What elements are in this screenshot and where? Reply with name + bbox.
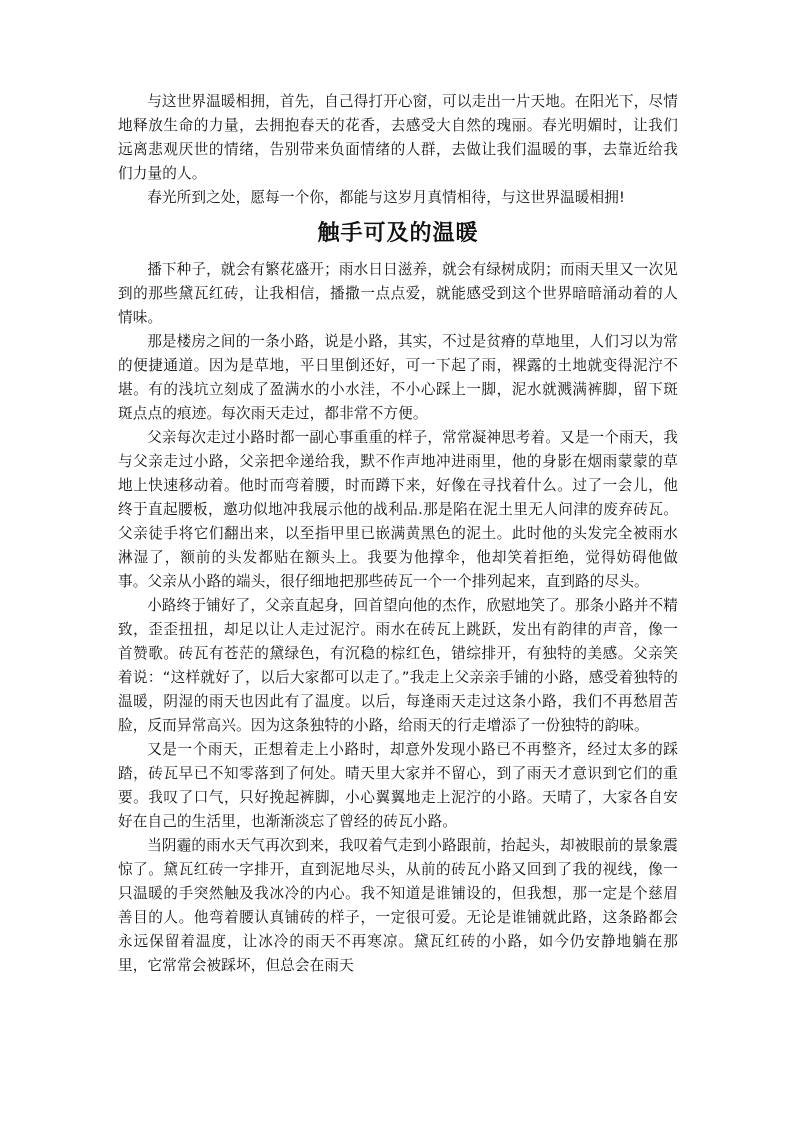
essay-paragraph-5: 又是一个雨天，正想着走上小路时，却意外发现小路已不再整齐，经过太多的踩踏，砖瓦早已不知零落到了何处。晴天里大家并不留心，到了雨天才意识到它们的重要。我叹了口气，只好挽起裤脚，小心翼翼地走上泥泞的小路。天晴了，大家各自安好在自己的生活里，也渐渐淡忘了曾经的砖瓦小路。 [118,741,678,830]
essay-paragraph-4: 小路终于铺好了，父亲直起身，回首望向他的杰作，欣慰地笑了。那条小路并不精致，歪歪扭扭，却足以让人走过泥泞。雨水在砖瓦上跳跃，发出有韵律的声音，像一首赞歌。砖瓦有苍茫的黛绿色，有沉稳的棕红色，错综排开，有独特的美感。父亲笑着说：“这样就好了，以后大家都可以走了。”我走上父亲亲手铺的小路，感受着独特的温暖，阴湿的雨天也因此有了温度。以后，每逢雨天走过这条小路，我们不再愁眉苦脸，反而异常高兴。因为这条独特的小路，给雨天的行走增添了一份独特的韵味。 [118,597,678,734]
essay-paragraph-2: 那是楼房之间的一条小路，说是小路，其实，不过是贫瘠的草地里，人们习以为常的便捷通道。因为是草地，平日里倒还好，可一下起了雨，裸露的土地就变得泥泞不堪。有的浅坑立刻成了盈满水的小水洼，不小心踩上一脚，泥水就溅满裤脚，留下斑斑点点的痕迹。每次雨天走过，都非常不方便。 [118,333,678,422]
document-page [118,90,678,978]
intro-paragraph-2: 春光所到之处，愿每一个你，都能与这岁月真情相待，与这世界温暖相拥! [147,189,625,206]
essay-paragraph-1: 播下种子，就会有繁花盛开；雨水日日滋养，就会有绿树成阴；而雨天里又一次见到的那些黛瓦红砖，让我相信，播撒一点点爱，就能感受到这个世界暗暗涌动着的人情味。 [118,261,678,326]
intro-paragraph-1: 与这世界温暖相拥，首先，自己得打开心窗，可以走出一片天地。在阳光下，尽情地释放生命的力量，去拥抱春天的花香，去感受大自然的瑰丽。春光明媚时，让我们远离悲观厌世的情绪，告别带来负面情绪的人群，去做让我们温暖的事，去靠近给我们力量的人。 [118,93,678,182]
essay-title: 触手可及的温暖 [317,221,479,246]
essay-paragraph-3: 父亲每次走过小路时都一副心事重重的样子，常常凝神思考着。又是一个雨天，我与父亲走过小路，父亲把伞递给我，默不作声地冲进雨里，他的身影在烟雨蒙蒙的草地上快速移动着。他时而弯着腰，时而蹲下来，好像在寻找着什么。过了一会儿，他终于直起腰板，邀功似地冲我展示他的战利品.那是陷在泥土里无人问津的废弃砖瓦。父亲徒手将它们翻出来，以至指甲里已嵌满黄黑色的泥土。此时他的头发完全被雨水淋湿了，额前的头发都贴在额头上。我要为他撑伞，他却笑着拒绝，觉得妨碍他做事。父亲从小路的端头，很仔细地把那些砖瓦一个一个排列起来，直到路的尽头。 [118,429,678,590]
essay-paragraph-6: 当阴霾的雨水天气再次到来，我叹着气走到小路跟前，抬起头，却被眼前的景象震惊了。黛瓦红砖一字排开，直到泥地尽头，从前的砖瓦小路又回到了我的视线，像一只温暖的手突然触及我冰冷的内心。我不知道是谁铺设的，但我想，那一定是个慈眉善目的人。他弯着腰认真铺砖的样子，一定很可爱。无论是谁铺就此路，这条路都会永远保留着温度，让冰冷的雨天不再寒凉。黛瓦红砖的小路，如今仍安静地躺在那里，它常常会被踩坏，但总会在雨天 [118,837,678,974]
